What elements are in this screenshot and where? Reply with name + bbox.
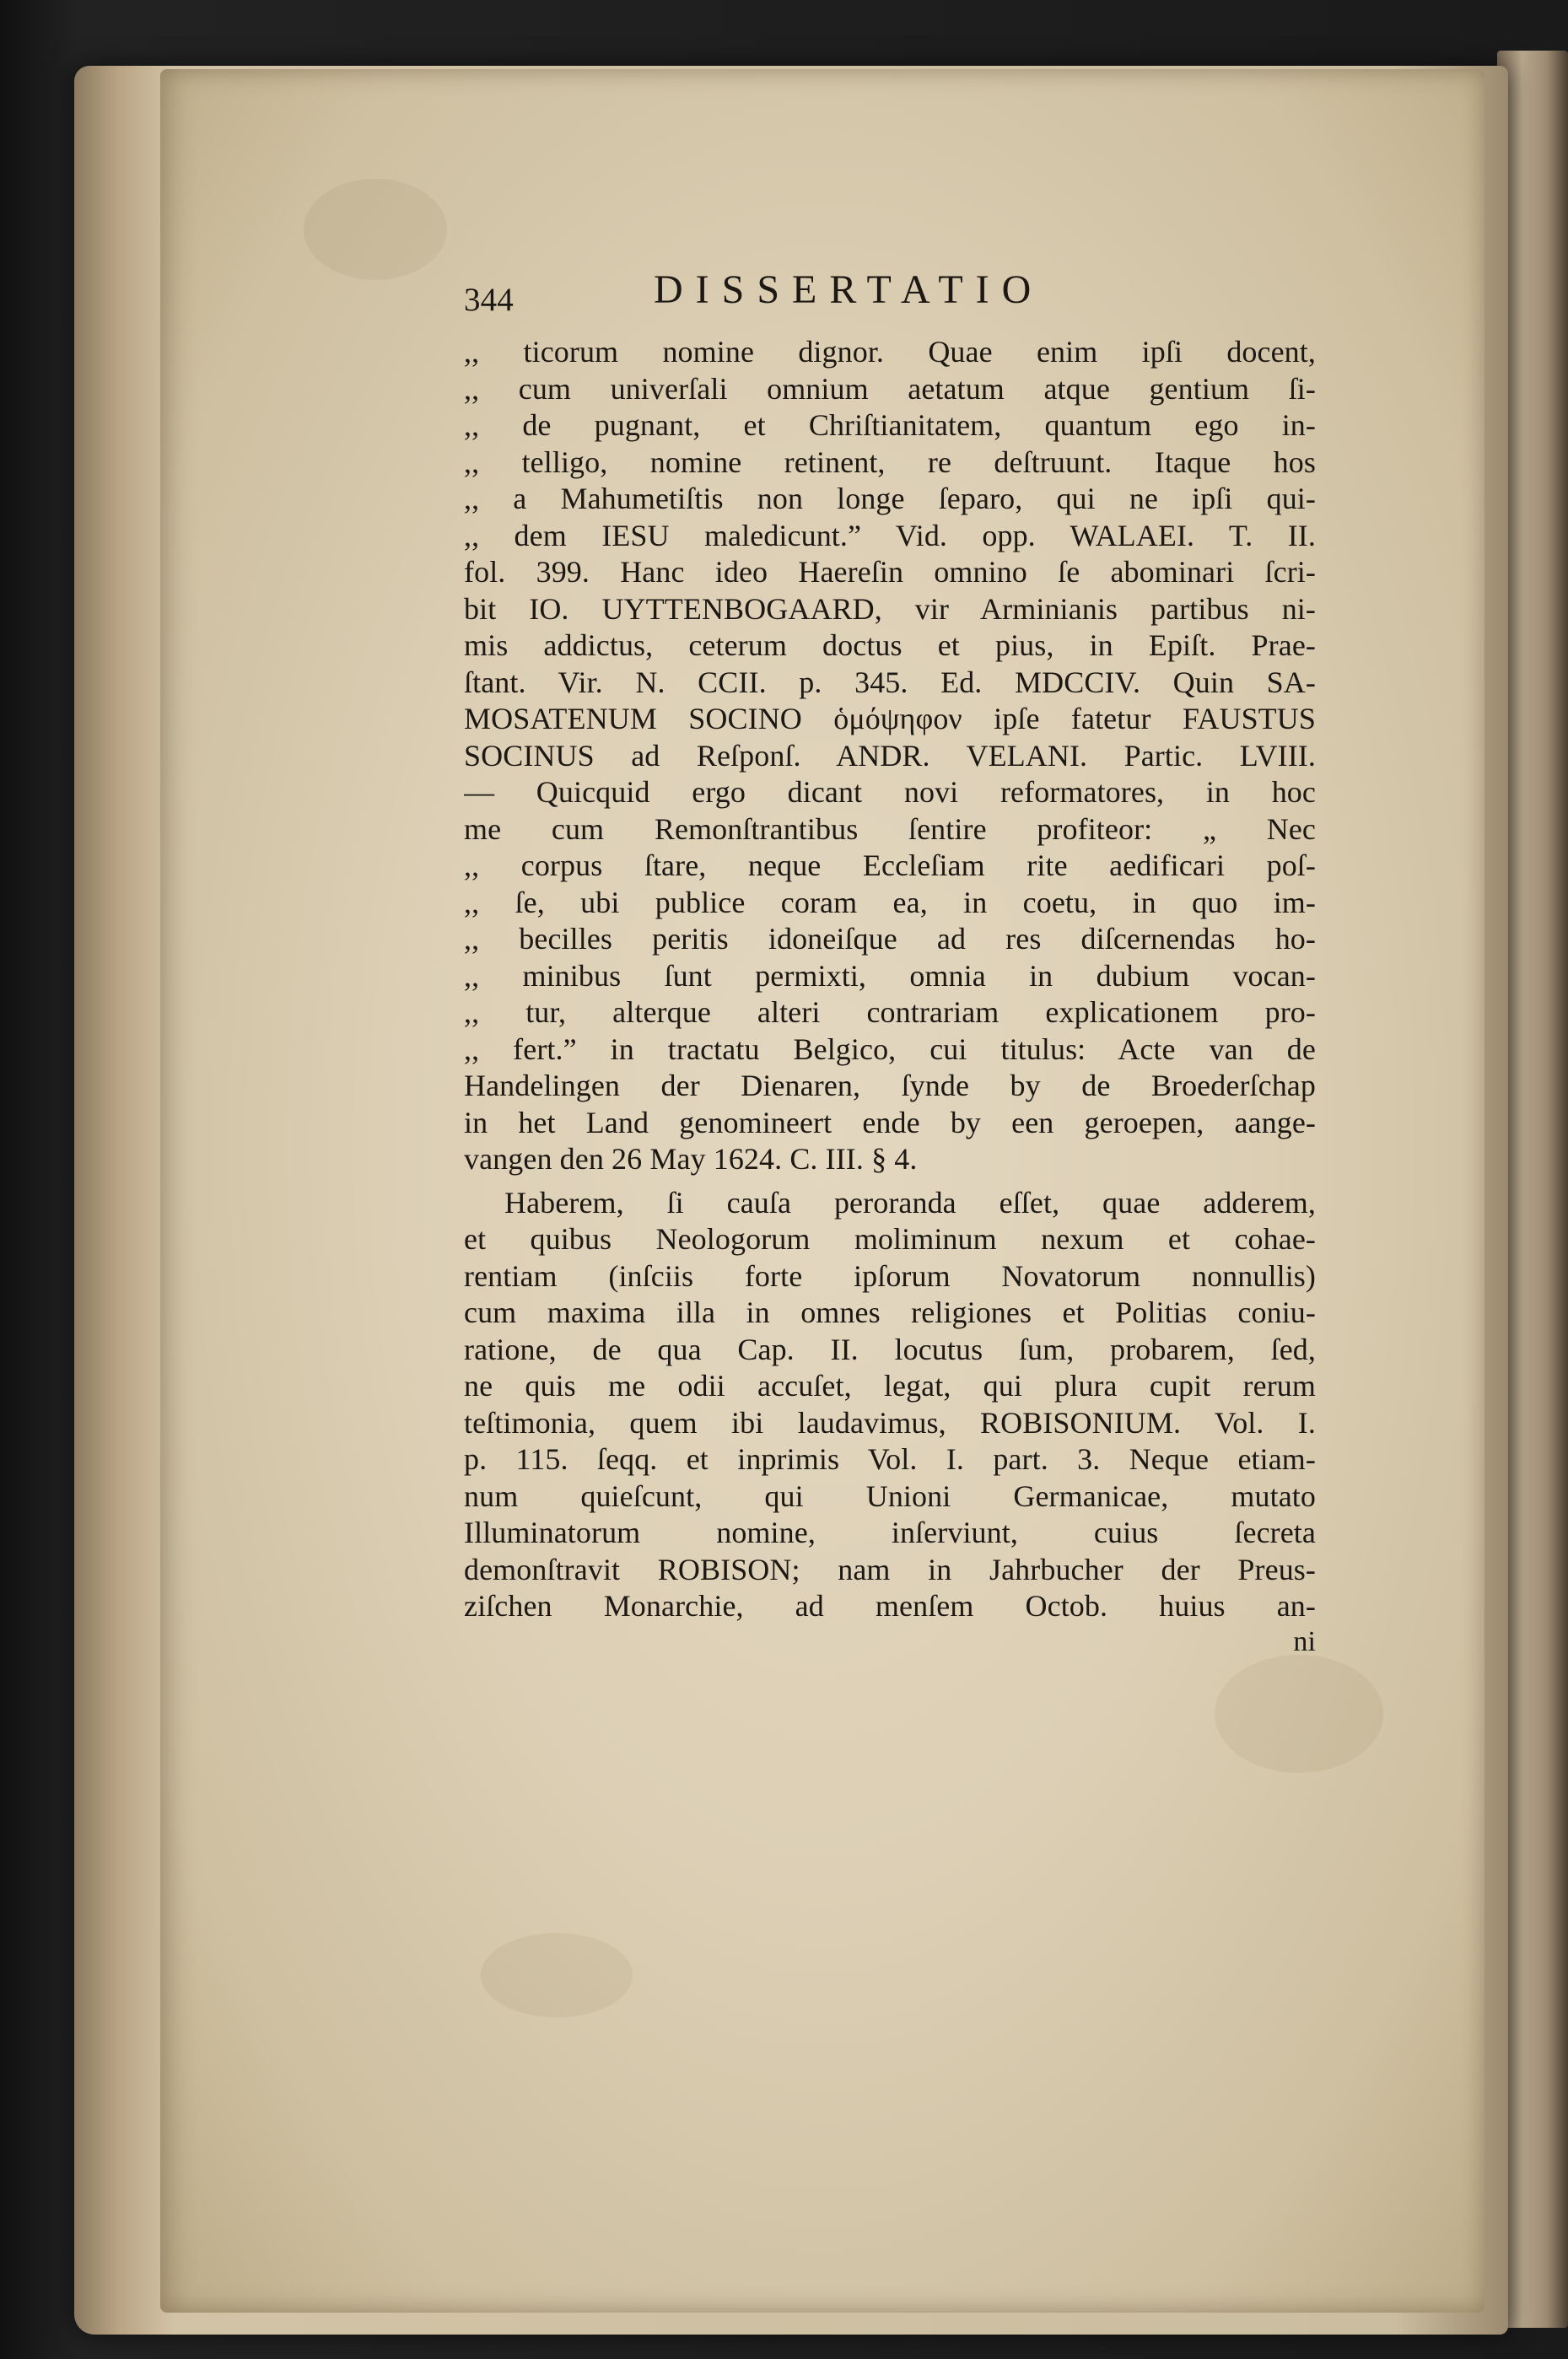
paper-stain <box>1215 1655 1383 1773</box>
text-line: in het Land genomineert ende by een geroepen, aange- <box>464 1105 1316 1139</box>
printed-text-block <box>464 256 1316 1660</box>
text-line: ,, a Mahumetiſtis non longe ſeparo, qui ne ipſi qui- <box>464 482 1316 515</box>
text-line: mis addictus, ceterum doctus et pius, in Epiſt. Prae- <box>464 628 1316 662</box>
text-line: me cum Remonſtrantibus ſentire profiteor: „ Nec <box>464 811 1316 846</box>
text-line: ,, ſe, ubi publice coram ea, in coetu, in quo im- <box>464 885 1316 919</box>
text-line: SOCINUS ad Reſponſ. ANDR. VELANI. Partic. LVIII. <box>464 738 1316 773</box>
text-line: p. 115. ſeqq. et inprimis Vol. I. part. 3. Neque etiam- <box>464 1442 1316 1476</box>
text-line: ziſchen Monarchie, ad menſem Octob. huius an- <box>464 1589 1316 1623</box>
text-line: ratione, de qua Cap. II. locutus ſum, probarem, ſed, <box>464 1332 1316 1366</box>
text-line: ,, fert.” in tractatu Belgico, cui titulus: Acte van de <box>464 1031 1316 1066</box>
paragraph-gap <box>464 1178 1316 1185</box>
text-line: ,, tur, alterque alteri contrariam explicationem pro- <box>464 995 1316 1029</box>
text-line: — Quicquid ergo dicant novi reformatores, in hoc <box>464 775 1316 809</box>
text-line: ,, becilles peritis idoneiſque ad res diſcernendas ho- <box>464 922 1316 956</box>
text-line: rentiam (inſciis forte ipſorum Novatorum nonnullis) <box>464 1258 1316 1293</box>
text-line: ſtant. Vir. N. CCII. p. 345. Ed. MDCCIV. Quin SA- <box>464 665 1316 699</box>
paper-stain <box>304 179 447 280</box>
text-line: demonſtravit ROBISON; nam in Jahrbucher der Preus- <box>464 1552 1316 1586</box>
text-line: et quibus Neologorum moliminum nexum et cohae- <box>464 1222 1316 1256</box>
text-line: Haberem, ſi cauſa peroranda eſſet, quae adderem, <box>504 1185 1316 1220</box>
text-line: ,, telligo, nomine retinent, re deſtruunt. Itaque hos <box>464 444 1316 479</box>
paper-stain <box>481 1933 633 2017</box>
text-line: fol. 399. Hanc ideo Haereſin omnino ſe abominari ſcri- <box>464 555 1316 589</box>
page-header <box>464 256 1316 334</box>
text-line: ,, cum univerſali omnium aetatum atque gentium ſi- <box>464 371 1316 406</box>
text-line: bit IO. UYTTENBOGAARD, vir Arminianis partibus ni- <box>464 591 1316 626</box>
page-number: 344 <box>464 282 514 318</box>
catchword: ni <box>1293 1625 1316 1657</box>
text-line: Handelingen der Dienaren, ſynde by de Broederſchap <box>464 1069 1316 1102</box>
text-line: MOSATENUM SOCINO ὁμόψηφον ipſe fatetur FAUSTUS <box>464 702 1316 735</box>
text-line: vangen den 26 May 1624. C. III. § 4. <box>464 1142 918 1176</box>
text-line: ,, corpus ſtare, neque Eccleſiam rite aedificari poſ- <box>464 848 1316 882</box>
text-line: Illuminatorum nomine, inſerviunt, cuius ſecreta <box>464 1516 1316 1549</box>
text-line: ,, dem IESU maledicunt.” Vid. opp. WALAEI. T. II. <box>464 518 1316 552</box>
text-line: ,, de pugnant, et Chriſtianitatem, quantum ego in- <box>464 408 1316 442</box>
text-line: ne quis me odii accuſet, legat, qui plura cupit rerum <box>464 1369 1316 1403</box>
text-line: ,, minibus ſunt permixti, omnia in dubium vocan- <box>464 958 1316 993</box>
text-line: num quieſcunt, qui Unioni Germanicae, mutato <box>464 1478 1316 1513</box>
text-line: teſtimonia, quem ibi laudavimus, ROBISONIUM. Vol. I. <box>464 1405 1316 1440</box>
text-line: ,, ticorum nomine dignor. Quae enim ipſi docent, <box>464 335 1316 369</box>
running-head: DISSERTATIO <box>654 267 1044 312</box>
text-line: cum maxima illa in omnes religiones et Politias coniu- <box>464 1295 1316 1329</box>
